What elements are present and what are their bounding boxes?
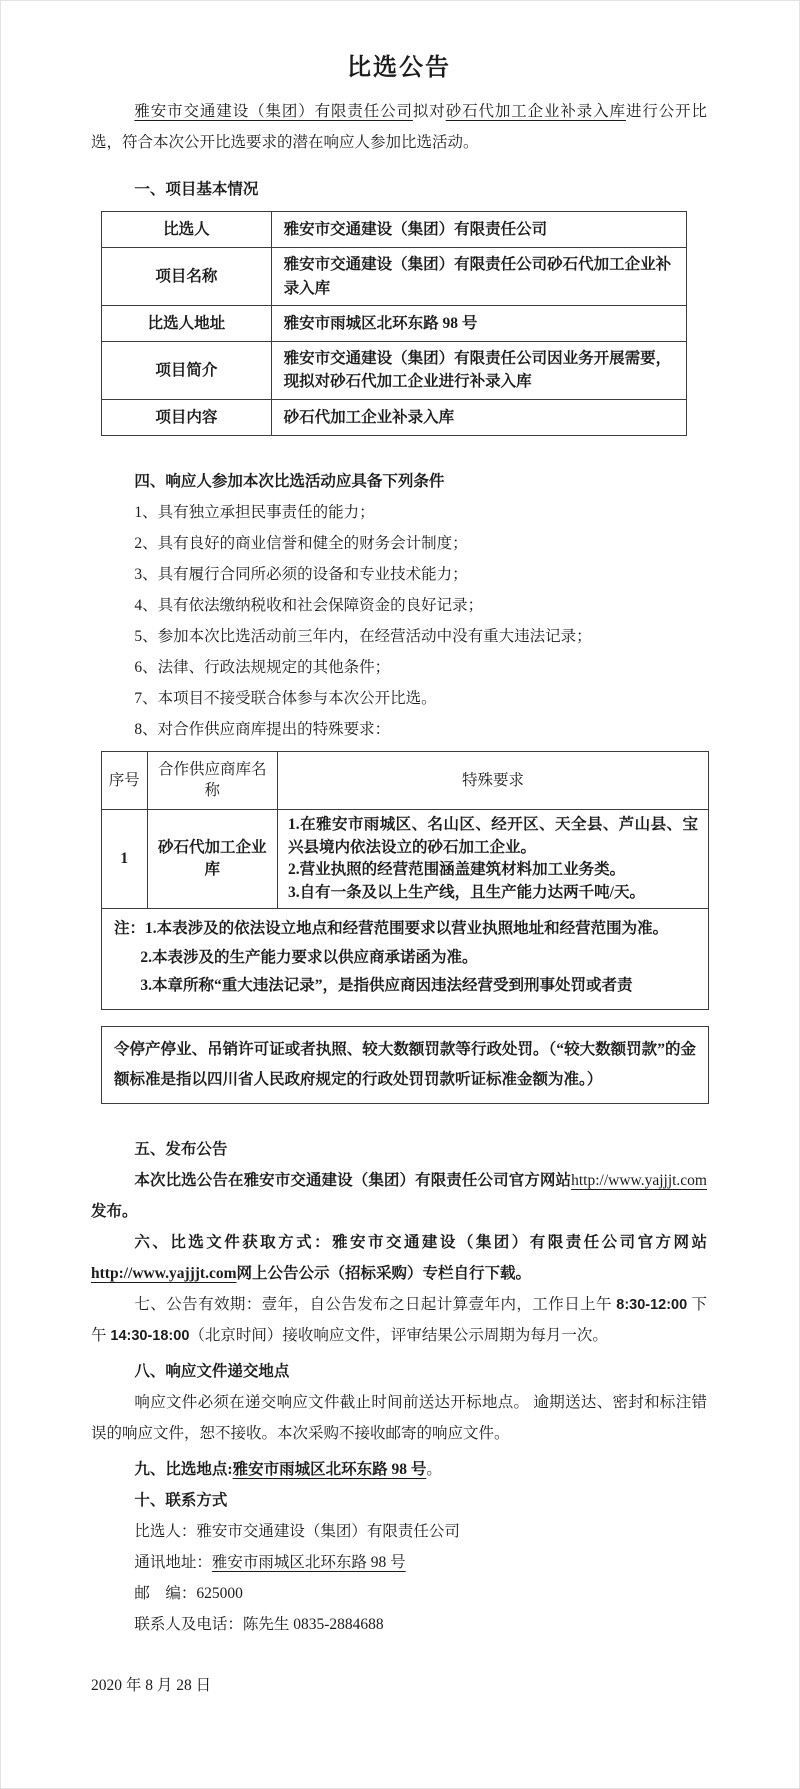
contact-person-line: 比选人：雅安市交通建设（集团）有限责任公司 (134, 1523, 460, 1541)
delivery-paragraph: 响应文件必须在递交响应文件截止时间前送达开标地点。 逾期送达、密封和标注错误的响应文件，恕不接收。本次采购不接收邮寄的响应文件。 (91, 1394, 707, 1443)
section-heading-conditions: 四、响应人参加本次比选活动应具备下列条件 (134, 472, 445, 490)
validity-text-1: 七、公告有效期：壹年，自公告发布之日起计算壹年内，工作日上午 (134, 1296, 617, 1314)
section-heading-delivery: 八、响应文件递交地点 (134, 1363, 290, 1381)
table-row (102, 212, 687, 248)
note-continuation-box: 令停产停业、吊销许可证或者执照、较大数额罚款等行政处罚。（“较大数额罚款”的金额标准是指以四川省人民政府规定的行政处罚罚款听证标准金额为准。） (101, 1026, 709, 1104)
condition-item: 3、具有履行合同所必须的设备和专业技术能力； (134, 565, 468, 583)
document-date: 2020 年 8 月 28 日 (91, 1677, 212, 1695)
validity-paragraph (91, 1289, 707, 1351)
basic-info-table (101, 211, 687, 436)
contact-address-underlined: 雅安市雨城区北环东路 98 号 (211, 1554, 406, 1572)
table-row (102, 305, 687, 341)
note-line: 注：1.本表涉及的依法设立地点和经营范围要求以营业执照地址和经营范围为准。 (114, 920, 669, 937)
obtain-text-before: 六、比选文件获取方式：雅安市交通建设（集团）有限责任公司官方网站 (134, 1234, 707, 1252)
column-header-req: 特殊要求 (278, 751, 709, 809)
intro-paragraph (91, 96, 707, 158)
condition-item: 4、具有依法缴纳税收和社会保障资金的良好记录； (134, 596, 484, 614)
obtain-text-after: 网上公告公示（招标采购）专栏自行下载。 (236, 1265, 532, 1283)
note-line: 3.本章所称“重大违法记录”，是指供应商因违法经营受到刑事处罚或者责 (140, 977, 633, 995)
row-label: 比选人地址 (102, 305, 272, 341)
website-link[interactable]: http://www.yajjjt.com (571, 1172, 707, 1190)
supplier-row-name: 砂石代加工企业库 (147, 810, 278, 909)
note-box (102, 909, 709, 1010)
condition-item: 1、具有独立承担民事责任的能力； (134, 503, 375, 521)
condition-item: 8、对合作供应商库提出的特殊要求： (134, 720, 391, 738)
afternoon-hours: 14:30-18:00 (110, 1328, 190, 1345)
note-line: 2.本表涉及的生产能力要求以供应商承诺函为准。 (140, 948, 478, 966)
obtain-paragraph (91, 1227, 707, 1289)
location-address-underlined: 雅安市雨城区北环东路 98 号 (232, 1461, 427, 1479)
intro-project-underlined: 砂石代加工企业补录入库 (445, 103, 626, 120)
announcement-text-after: 发布。 (91, 1203, 138, 1221)
validity-text-3: （北京时间）接收响应文件，评审结果公示周期为每月一次。 (189, 1327, 608, 1345)
row-label: 项目简介 (102, 342, 272, 400)
intro-company-underlined: 雅安市交通建设（集团）有限责任公司 (134, 103, 413, 120)
section-heading-basic-info: 一、项目基本情况 (134, 181, 259, 198)
location-label: 九、比选地点: (134, 1461, 233, 1479)
announcement-paragraph (91, 1165, 707, 1227)
supplier-table-note-row (102, 909, 709, 1010)
row-label: 项目名称 (102, 248, 272, 306)
row-value: 雅安市雨城区北环东路 98 号 (271, 305, 686, 341)
validity-text-2: 下午 (91, 1296, 707, 1345)
contact-address-line (91, 1547, 707, 1578)
supplier-table (101, 751, 709, 1010)
contact-address-label: 通讯地址： (134, 1554, 212, 1572)
website-link[interactable]: http://www.yajjjt.com (91, 1265, 237, 1283)
requirement-line: 1.在雅安市雨城区、名山区、经开区、天全县、芦山县、宝兴县境内依法设立的砂石加工企业。 (288, 816, 698, 856)
row-label: 项目内容 (102, 399, 272, 435)
supplier-row-no: 1 (102, 810, 148, 909)
contact-phone-line: 联系人及电话：陈先生 0835-2884688 (134, 1616, 384, 1634)
condition-item: 2、具有良好的商业信誉和健全的财务会计制度； (134, 534, 468, 552)
section-heading-contact: 十、联系方式 (134, 1492, 228, 1510)
table-row (102, 248, 687, 306)
table-row (102, 399, 687, 435)
row-value: 雅安市交通建设（集团）有限责任公司因业务开展需要，现拟对砂石代加工企业进行补录入库 (271, 342, 686, 400)
row-value: 砂石代加工企业补录入库 (271, 399, 686, 435)
intro-rest-text: 进行公开比选，符合本次公开比选要求的潜在响应人参加比选活动。 (91, 103, 707, 151)
morning-hours: 8:30-12:00 (616, 1297, 688, 1314)
location-line (91, 1454, 707, 1485)
column-header-name: 合作供应商库名称 (147, 751, 278, 809)
supplier-table-header-row (102, 751, 709, 809)
announcement-text-before: 本次比选公告在雅安市交通建设（集团）有限责任公司官方网站 (134, 1172, 572, 1190)
contact-postcode-line: 邮 编：625000 (134, 1585, 243, 1603)
condition-item: 7、本项目不接受联合体参与本次公开比选。 (134, 689, 437, 707)
row-value: 雅安市交通建设（集团）有限责任公司 (271, 212, 686, 248)
requirement-line: 2.营业执照的经营范围涵盖建筑材料加工业务类。 (288, 861, 626, 879)
supplier-table-row (102, 810, 709, 909)
condition-item: 5、参加本次比选活动前三年内，在经营活动中没有重大违法记录； (134, 627, 592, 645)
requirement-line: 3.自有一条及以上生产线，且生产能力达两千吨/天。 (288, 883, 645, 901)
section-heading-announcement: 五、发布公告 (134, 1141, 228, 1159)
intro-mid-text: 拟对 (412, 103, 446, 120)
page-title: 比选公告 (347, 55, 451, 81)
table-row (102, 342, 687, 400)
supplier-row-requirements (278, 810, 709, 909)
condition-item: 6、法律、行政法规规定的其他条件； (134, 658, 391, 676)
location-suffix: 。 (426, 1461, 442, 1479)
row-value: 雅安市交通建设（集团）有限责任公司砂石代加工企业补录入库 (271, 248, 686, 306)
row-label: 比选人 (102, 212, 272, 248)
column-header-no: 序号 (102, 751, 148, 809)
